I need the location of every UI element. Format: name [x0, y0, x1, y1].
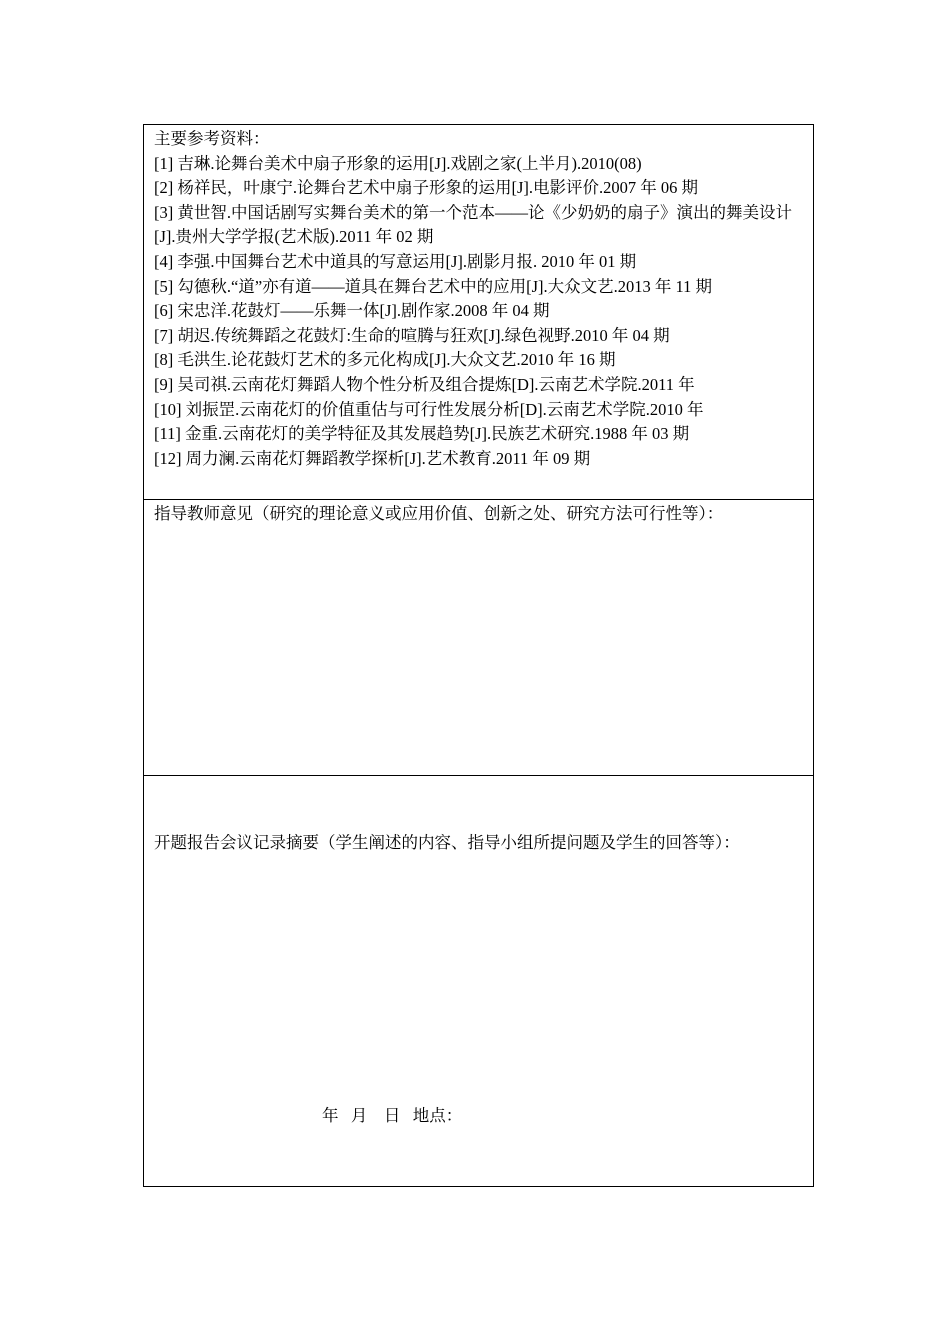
reference-item: [8] 毛洪生.论花鼓灯艺术的多元化构成[J].大众文艺.2010 年 16 期	[154, 350, 616, 370]
reference-item: [6] 宋忠洋.花鼓灯——乐舞一体[J].剧作家.2008 年 04 期	[154, 301, 550, 321]
reference-item: [2] 杨祥民，叶康宁.论舞台艺术中扇子形象的运用[J].电影评价.2007 年 06 期	[154, 178, 699, 198]
reference-item: [10] 刘振罡.云南花灯的价值重估与可行性发展分析[D].云南艺术学院.2010 年	[154, 399, 704, 419]
reference-item: [7] 胡迟.传统舞蹈之花鼓灯:生命的喧腾与狂欢[J].绿色视野.2010 年 04 期	[154, 325, 670, 345]
meeting-record-section	[144, 775, 813, 1186]
references-section	[144, 125, 813, 499]
date-location-line: 年 月 日 地点：	[322, 1106, 463, 1125]
reference-item: [12] 周力澜.云南花灯舞蹈教学探析[J].艺术教育.2011 年 09 期	[154, 448, 591, 468]
references-list	[154, 152, 804, 472]
references-heading: 主要参考资料：	[154, 129, 270, 148]
reference-item: [5] 勾德秋.“道”亦有道——道具在舞台艺术中的应用[J].大众文艺.2013 年 11 期	[154, 276, 713, 296]
advisor-opinion-label: 指导教师意见（研究的理论意义或应用价值、创新之处、研究方法可行性等）：	[154, 504, 724, 523]
meeting-record-label: 开题报告会议记录摘要（学生阐述的内容、指导小组所提问题及学生的回答等）：	[154, 833, 740, 852]
proposal-form-table	[143, 124, 814, 1187]
reference-item: [9] 吴司祺.云南花灯舞蹈人物个性分析及组合提炼[D].云南艺术学院.2011 年	[154, 374, 695, 394]
reference-item: [1] 吉琳.论舞台美术中扇子形象的运用[J].戏剧之家(上半月).2010(08)	[154, 153, 642, 173]
reference-item: [3] 黄世智.中国话剧写实舞台美术的第一个范本——论《少奶奶的扇子》演出的舞美设计[J].贵州大学学报(艺术版).2011 年 02 期	[154, 202, 792, 247]
advisor-opinion-section	[144, 499, 813, 775]
reference-item: [4] 李强.中国舞台艺术中道具的写意运用[J].剧影月报. 2010 年 01 期	[154, 251, 637, 271]
reference-item: [11] 金重.云南花灯的美学特征及其发展趋势[J].民族艺术研究.1988 年 03 期	[154, 424, 690, 444]
